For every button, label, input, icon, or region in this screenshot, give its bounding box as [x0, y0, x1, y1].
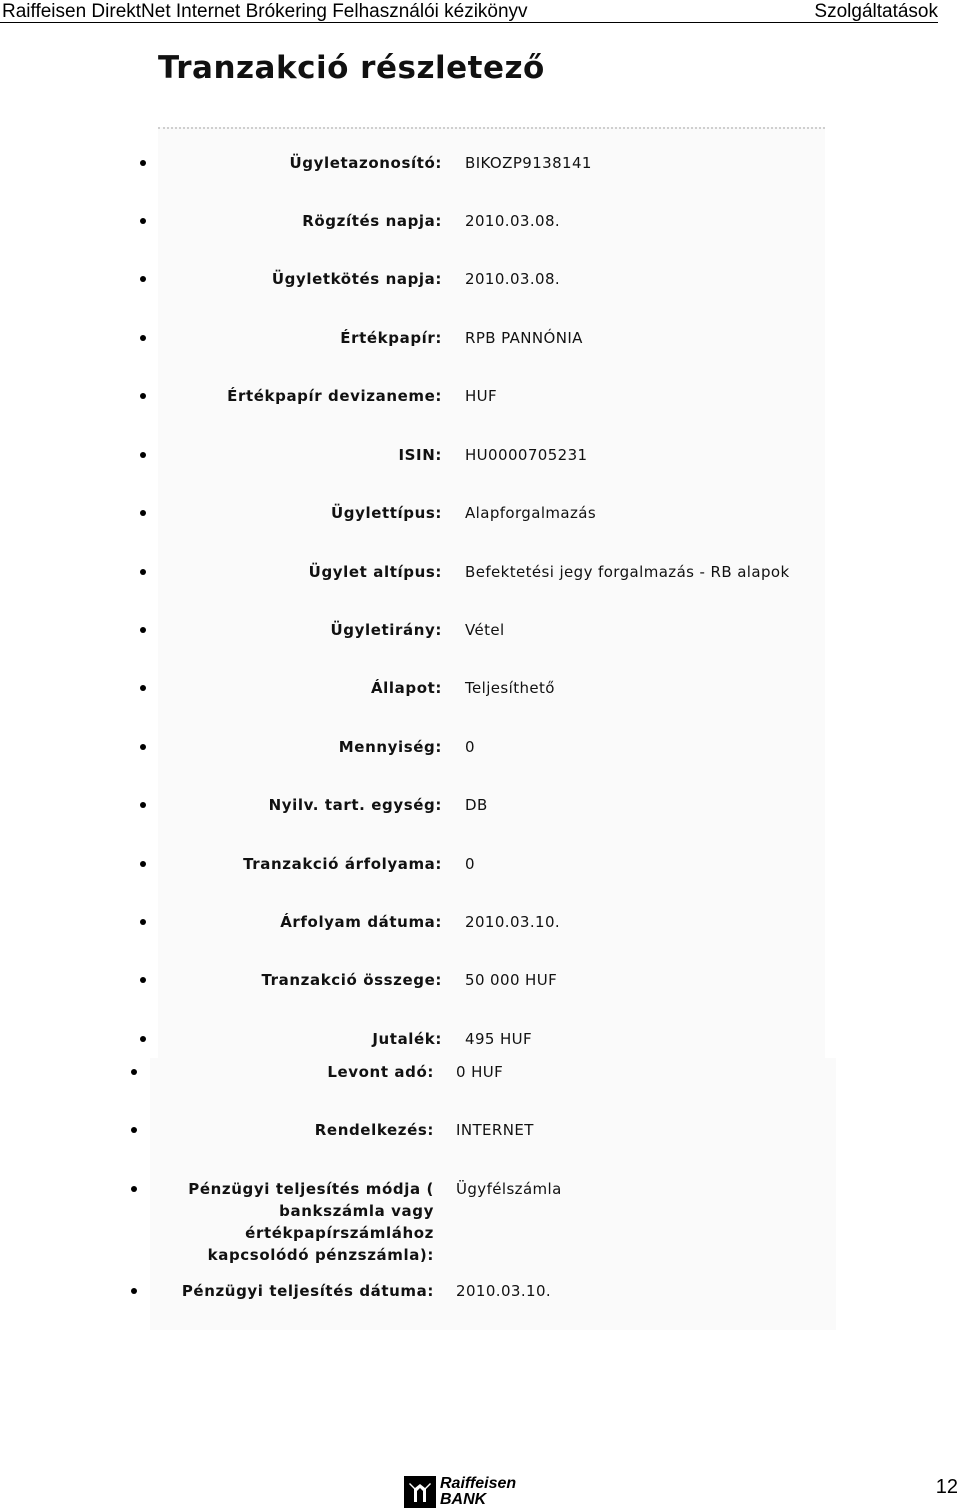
detail-label: Ügyletirány: [330, 621, 442, 639]
bullet-icon [140, 393, 146, 399]
section-name-header: Szolgáltatások [814, 1, 938, 22]
raiffeisen-bank-logo [404, 1476, 520, 1508]
bullet-icon [140, 510, 146, 516]
detail-label-line: Pénzügyi teljesítés módja ( [188, 1180, 434, 1198]
detail-value: 0 HUF [456, 1063, 504, 1081]
detail-label: Ügyletazonosító: [289, 154, 442, 172]
detail-label-line: értékpapírszámlához [245, 1224, 434, 1242]
detail-value: 2010.03.10. [465, 913, 561, 931]
detail-label: Ügyletkötés napja: [271, 270, 442, 288]
detail-label: Ügylet altípus: [308, 563, 442, 581]
detail-label: Ügylettípus: [330, 504, 442, 522]
detail-label: Mennyiség: [338, 738, 442, 756]
detail-label: Állapot: [370, 679, 442, 697]
detail-value: Alapforgalmazás [465, 504, 597, 522]
detail-label: Értékpapír devizaneme: [227, 387, 442, 405]
detail-label: Rendelkezés: [314, 1121, 434, 1139]
page-title: Tranzakció részletező [158, 50, 545, 86]
detail-value: Teljesíthető [465, 679, 555, 697]
detail-value: RPB PANNÓNIA [465, 329, 583, 347]
detail-label: Tranzakció árfolyama: [243, 855, 442, 873]
bullet-icon [140, 160, 146, 166]
detail-value: DB [465, 796, 488, 814]
bullet-icon [140, 919, 146, 925]
detail-label-line: bankszámla vagy [279, 1202, 434, 1220]
detail-label: Nyilv. tart. egység: [268, 796, 442, 814]
bullet-icon [140, 802, 146, 808]
detail-value: Befektetési jegy forgalmazás - RB alapok [465, 563, 790, 581]
bullet-icon [140, 977, 146, 983]
detail-value: 2010.03.08. [465, 212, 561, 230]
page-number: 12 [935, 1476, 958, 1498]
detail-label: Jutalék: [372, 1030, 442, 1048]
bullet-icon [140, 452, 146, 458]
detail-value: 495 HUF [465, 1030, 533, 1048]
detail-value: 0 [465, 738, 475, 756]
logo-wordmark [440, 1476, 516, 1508]
detail-value: 2010.03.10. [456, 1282, 552, 1300]
page-header [0, 0, 938, 23]
detail-label: Levont adó: [327, 1063, 434, 1081]
bullet-icon [131, 1186, 137, 1192]
detail-value: 50 000 HUF [465, 971, 558, 989]
logo-line1: Raiffeisen [440, 1475, 517, 1492]
bullet-icon [140, 861, 146, 867]
detail-label: ISIN: [398, 446, 442, 464]
detail-label: Értékpapír: [340, 329, 442, 347]
detail-label: Árfolyam dátuma: [280, 913, 442, 931]
detail-value: HUF [465, 387, 498, 405]
bullet-icon [140, 685, 146, 691]
detail-value: 0 [465, 855, 475, 873]
bullet-icon [140, 569, 146, 575]
detail-value: HU0000705231 [465, 446, 588, 464]
bullet-icon [131, 1288, 137, 1294]
bullet-icon [140, 744, 146, 750]
bullet-icon [131, 1069, 137, 1075]
detail-label: Rögzítés napja: [302, 212, 442, 230]
detail-label: Tranzakció összege: [261, 971, 442, 989]
raiffeisen-gable-icon [404, 1476, 436, 1508]
detail-label [150, 1178, 434, 1266]
bullet-icon [140, 1036, 146, 1042]
detail-label: Pénzügyi teljesítés dátuma: [181, 1282, 434, 1300]
bullet-icon [140, 276, 146, 282]
bullet-icon [140, 627, 146, 633]
bullet-icon [140, 335, 146, 341]
document-title-header: Raiffeisen DirektNet Internet Brókering Felhasználói kézikönyv [2, 1, 528, 22]
detail-value: 2010.03.08. [465, 270, 561, 288]
logo-line2: BANK [440, 1491, 487, 1508]
detail-value: INTERNET [456, 1121, 534, 1139]
bullet-icon [131, 1127, 137, 1133]
detail-value: Vétel [465, 621, 505, 639]
bullet-icon [140, 218, 146, 224]
detail-label-line: kapcsolódó pénzszámla): [207, 1246, 434, 1264]
detail-value: BIKOZP9138141 [465, 154, 592, 172]
detail-value: Ügyfélszámla [456, 1180, 562, 1198]
